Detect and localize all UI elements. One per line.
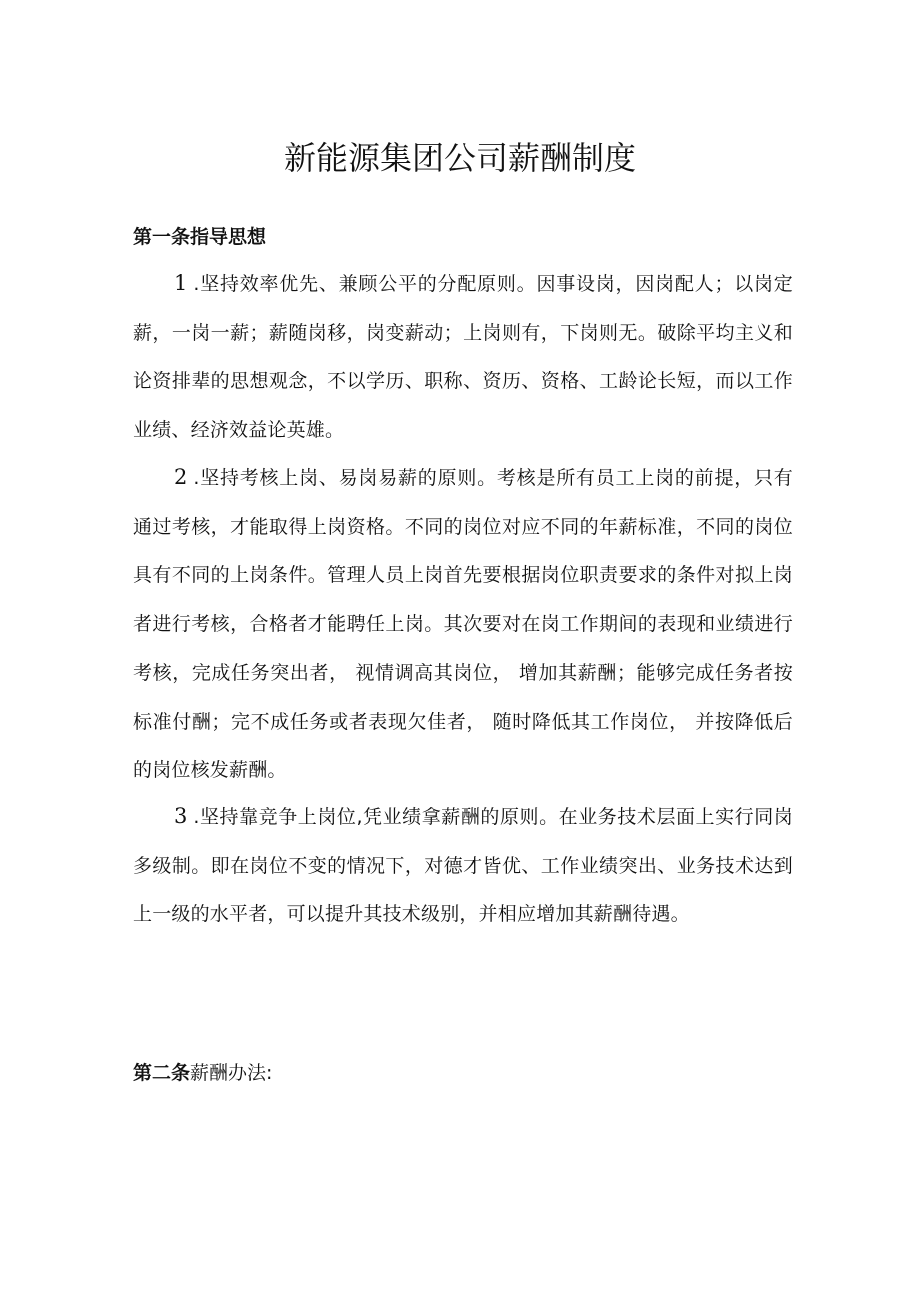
section-heading-label: 第一条指导思想 xyxy=(133,226,267,248)
paragraph-efficiency-principle xyxy=(133,259,793,455)
paragraph-number: 2 xyxy=(174,465,194,489)
section-heading-guiding-thought xyxy=(133,224,266,250)
section-heading-rest: 薪酬办法: xyxy=(190,1062,273,1084)
paragraph-competition-principle xyxy=(133,792,793,939)
paragraph-text: .坚持靠竞争上岗位,凭业绩拿薪酬的原则。在业务技术层面上实行同岗多级制。即在岗位不变的情况下，对德才皆优、工作业绩突出、业务技术达到上一级的水平者，可以提升其技术级别，并相应增加其薪酬待遇。 xyxy=(133,806,793,926)
paragraph-text: .坚持效率优先、兼顾公平的分配原则。因事设岗，因岗配人；以岗定薪，一岗一薪；薪随岗移，岗变薪动；上岗则有，下岗则无。破除平均主义和论资排辈的思想观念，不以学历、职称、资历、资格、工龄论长短，而以工作业绩、经济效益论英雄。 xyxy=(133,273,793,442)
section-heading-label: 第二条 xyxy=(133,1062,191,1084)
document-title: 新能源集团公司薪酬制度 xyxy=(283,139,636,177)
paragraph-assessment-principle xyxy=(133,453,793,795)
section-heading-salary-method xyxy=(133,1060,272,1086)
paragraph-number: 3 xyxy=(174,804,194,828)
paragraph-number: 1 xyxy=(174,271,194,295)
paragraph-text: .坚持考核上岗、易岗易薪的原则。考核是所有员工上岗的前提，只有通过考核，才能取得上岗资格。不同的岗位对应不同的年薪标准，不同的岗位具有不同的上岗条件。管理人员上岗首先要根据岗位职责要求的条件对拟上岗者进行考核，合格者才能聘任上岗。其次要对在岗工作期间的表现和业绩进行考核，完成任务突出者， 视情调高其岗位， 增加其薪酬；能够完成任务者按标准付酬；完不成任务或者表现欠佳者， 随时降低其工作岗位， 并按降低后的岗位核发薪酬。 xyxy=(133,467,793,782)
